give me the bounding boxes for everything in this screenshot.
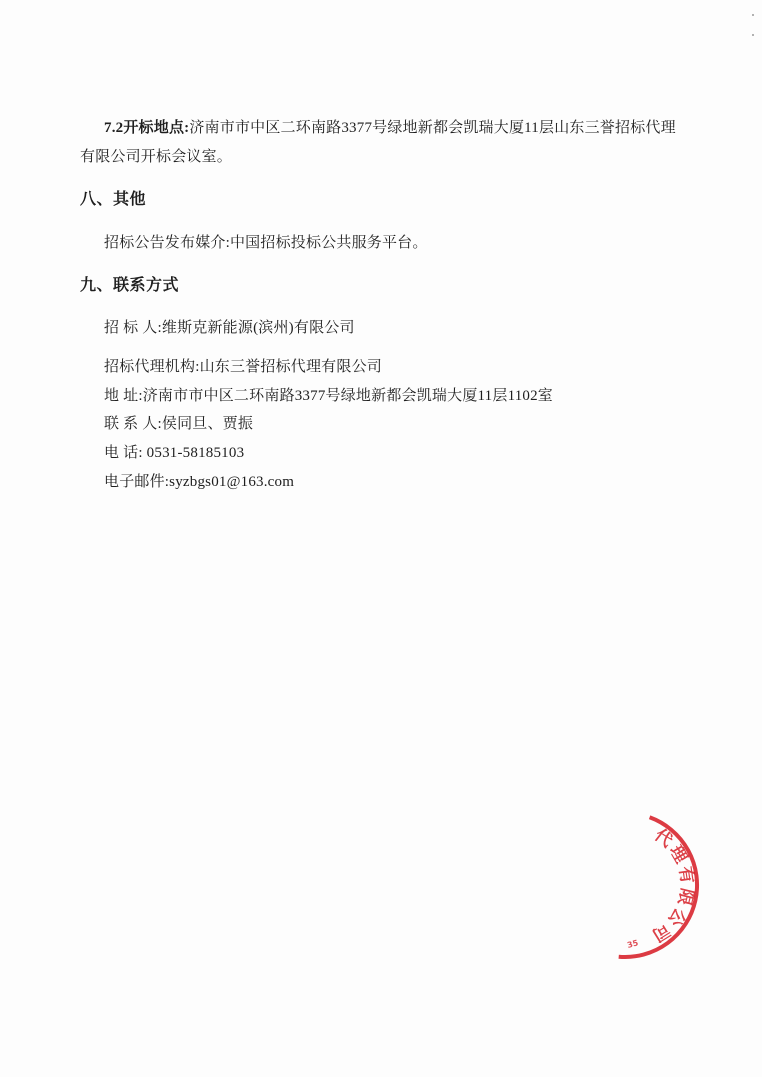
contact-value: 维斯克新能源(滨州)有限公司 xyxy=(161,320,355,336)
opening-location-line-1 xyxy=(104,118,676,138)
opening-location-label: 7.2开标地点: xyxy=(104,120,190,136)
contact-label: 电 话: xyxy=(104,445,143,461)
seal-number: 35 xyxy=(626,938,640,950)
contact-row-tenderer xyxy=(104,318,355,338)
publication-media-label: 招标公告发布媒介: xyxy=(104,235,230,251)
seal-text xyxy=(646,825,698,947)
contact-value: syzbgs01@163.com xyxy=(169,474,295,490)
section-heading-other: 八、其他 xyxy=(80,191,147,208)
seal-text-path: 代理有限公司 xyxy=(645,825,698,947)
contact-value: 山东三誉招标代理有限公司 xyxy=(199,359,382,375)
publication-media-line xyxy=(104,233,428,253)
contact-label: 地 址: xyxy=(104,388,143,404)
contact-label: 电子邮件: xyxy=(104,474,170,490)
contact-value: 侯同旦、贾振 xyxy=(161,416,254,432)
contact-row-agency xyxy=(104,357,382,377)
publication-media-value: 中国招标投标公共服务平台。 xyxy=(229,235,428,251)
opening-location-line-2: 有限公司开标会议室。 xyxy=(80,149,233,165)
company-seal xyxy=(580,790,750,980)
section-heading-contact: 九、联系方式 xyxy=(80,277,180,294)
contact-label: 招 标 人: xyxy=(104,320,162,336)
contact-value: 0531-58185103 xyxy=(142,445,245,461)
opening-location-text: 济南市市中区二环南路3377号绿地新都会凯瑞大厦11层山东三誉招标代理 xyxy=(189,120,676,136)
contact-row-email xyxy=(104,472,294,492)
scan-speck xyxy=(752,34,754,36)
contact-row-address xyxy=(104,386,553,406)
scan-speck xyxy=(752,14,754,16)
contact-label: 联 系 人: xyxy=(104,416,162,432)
contact-row-phone xyxy=(104,443,244,463)
contact-row-person xyxy=(104,414,253,434)
contact-value: 济南市市中区二环南路3377号绿地新都会凯瑞大厦11层1102室 xyxy=(142,388,554,404)
contact-label: 招标代理机构: xyxy=(104,359,200,375)
